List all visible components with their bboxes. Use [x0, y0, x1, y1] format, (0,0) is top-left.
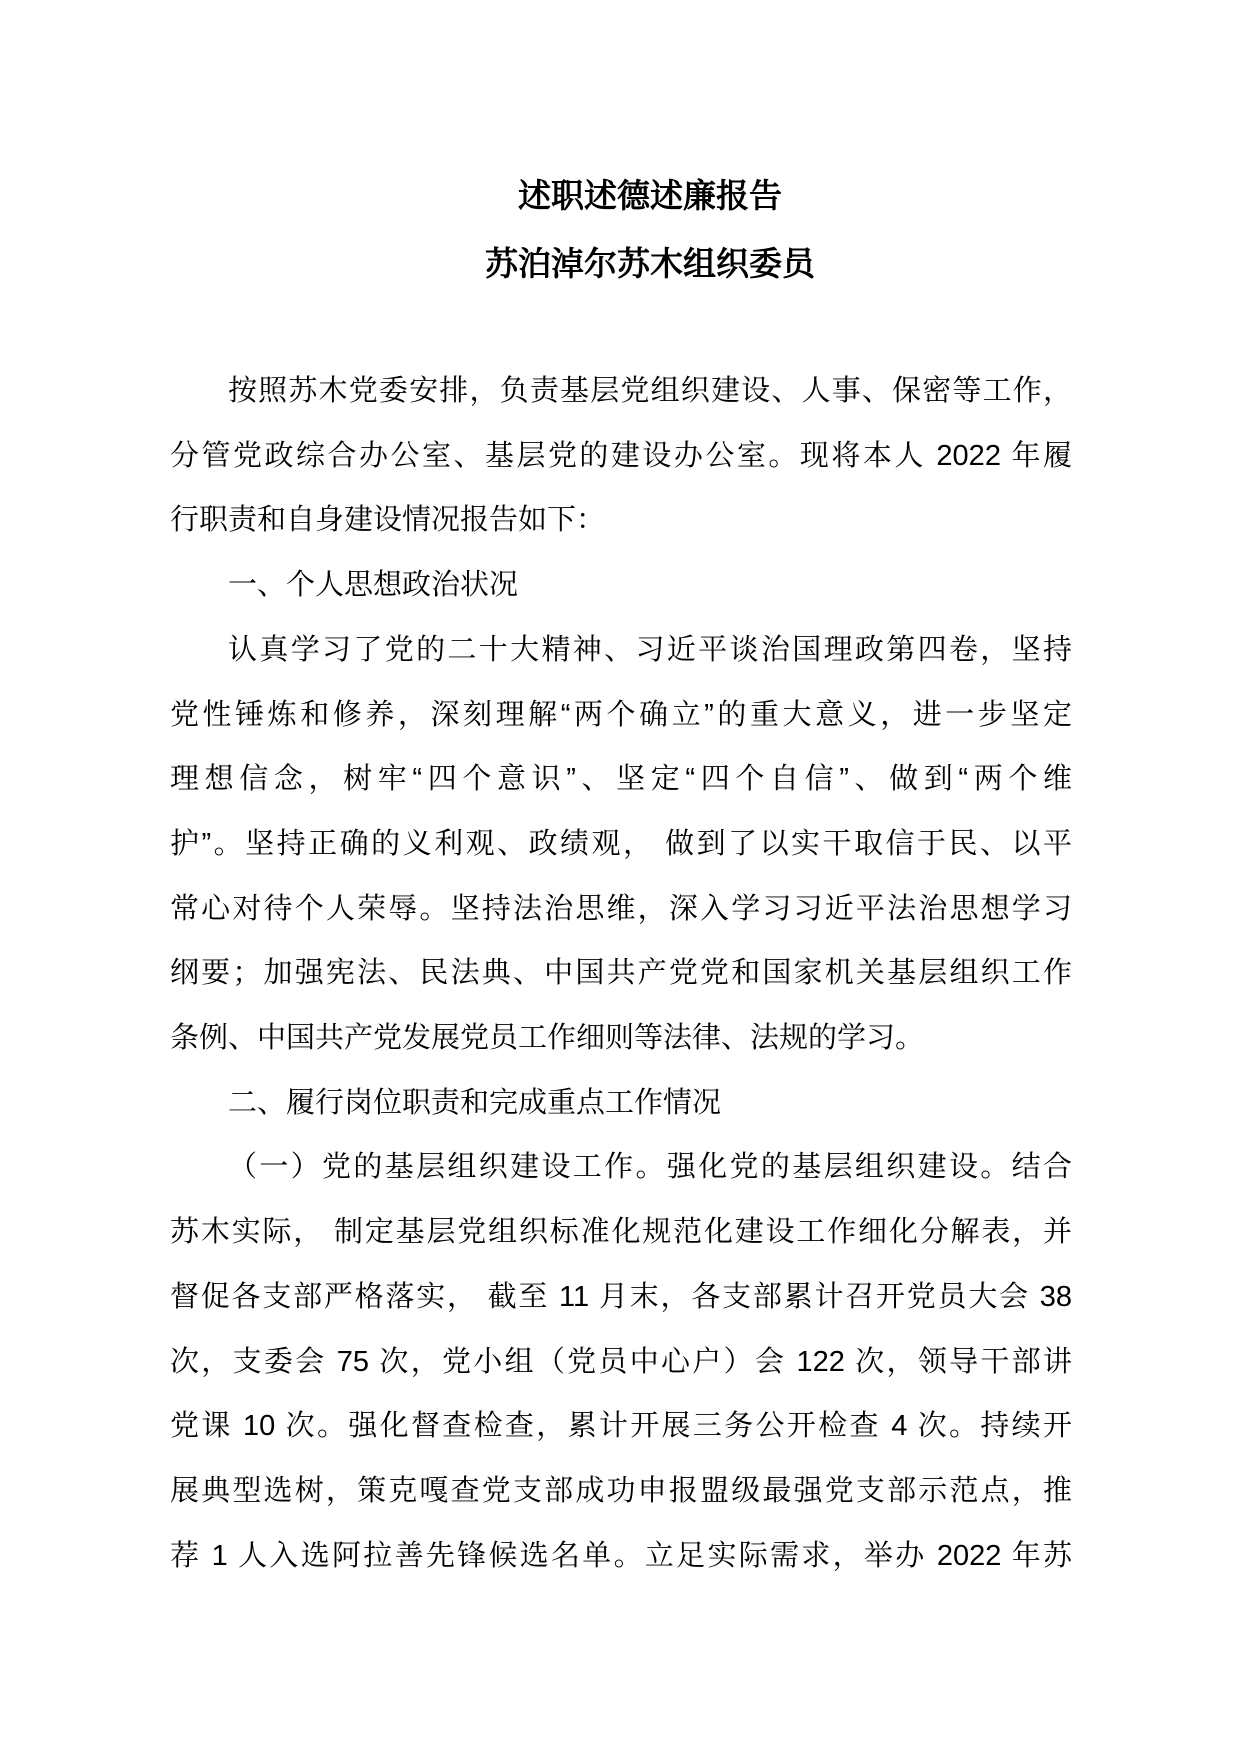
text-line: 二、履行岗位职责和完成重点工作情况: [228, 1086, 722, 1119]
text-line: 苏木实际， 制定基层党组织标准化规范化建设工作细化分解表，并: [170, 1216, 1072, 1249]
paragraph: [170, 1071, 1072, 1136]
paragraph: [170, 553, 1072, 618]
text-line: 党性锤炼和修养，深刻理解“两个确立”的重大意义，进一步坚定: [170, 698, 1072, 731]
text-line: 次，支委会 75 次，党小组（党员中心户）会 122 次，领导干部讲: [170, 1345, 1072, 1378]
paragraph: [170, 1135, 1072, 1588]
text-line: 按照苏木党委安排，负责基层党组织建设、人事、保密等工作，: [228, 375, 1072, 407]
document-body: [170, 359, 1072, 1588]
text-line: 护”。坚持正确的义利观、政绩观， 做到了以实干取信于民、以平: [170, 827, 1072, 860]
paragraph: [170, 359, 1072, 553]
text-line: 认真学习了党的二十大精神、习近平谈治国理政第四卷，坚持: [228, 633, 1072, 666]
text-line: 督促各支部严格落实， 截至 11 月末，各支部累计召开党员大会 38: [170, 1280, 1072, 1313]
document-title: 述职述德述廉报告: [518, 177, 782, 214]
text-line: 条例、中国共产党发展党员工作细则等法律、法规的学习。: [170, 1022, 925, 1055]
text-line: 一、个人思想政治状况: [228, 569, 519, 602]
text-line: 行职责和自身建设情况报告如下：: [170, 504, 606, 537]
text-line: 常心对待个人荣辱。坚持法治思维，深入学习习近平法治思想学习: [170, 892, 1072, 925]
text-line: 党课 10 次。强化督查检查，累计开展三务公开检查 4 次。持续开: [170, 1410, 1072, 1443]
text-line: 荐 1 人入选阿拉善先锋候选名单。立足实际需求，举办 2022 年苏: [170, 1539, 1072, 1572]
text-line: 分管党政综合办公室、基层党的建设办公室。现将本人 2022 年履: [170, 439, 1072, 472]
text-line: 理想信念，树牢“四个意识”、坚定“四个自信”、做到“两个维: [170, 763, 1072, 796]
document-subtitle: 苏泊淖尔苏木组织委员: [485, 245, 815, 282]
text-line: 纲要；加强宪法、民法典、中国共产党党和国家机关基层组织工作: [170, 957, 1072, 990]
paragraph: [170, 618, 1072, 1071]
text-line: 展典型选树，策克嘎查党支部成功申报盟级最强党支部示范点，推: [170, 1474, 1072, 1507]
text-line: （一）党的基层组织建设工作。强化党的基层组织建设。结合: [228, 1151, 1072, 1184]
